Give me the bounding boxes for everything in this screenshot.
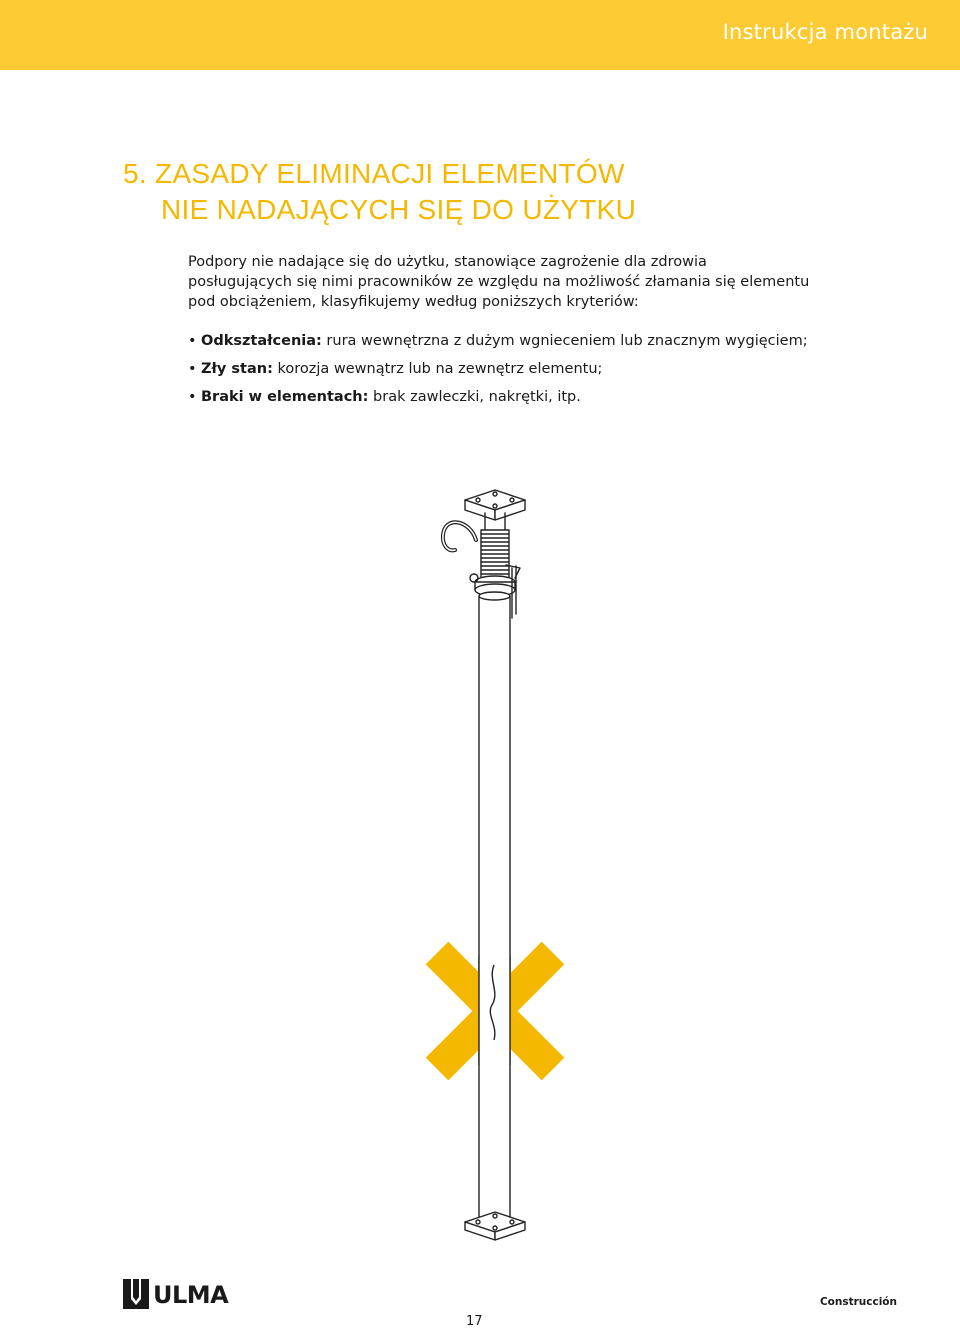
criteria-item <box>188 387 908 415</box>
criteria-term: Zły stan: <box>201 361 273 377</box>
criteria-item <box>188 331 908 359</box>
logo-text: ULMA <box>153 1281 229 1309</box>
intro-line: Podpory nie nadające się do użytku, stanowiące zagrożenie dla zdrowia <box>188 254 707 270</box>
brand-subtitle: Construcción <box>819 1296 897 1308</box>
intro-line: pod obciążeniem, klasyfikujemy według poniższych kryteriów: <box>188 294 639 310</box>
bullet-icon: • <box>188 389 197 405</box>
bullet-icon: • <box>188 333 197 349</box>
criteria-text: korozja wewnątrz lub na zewnętrz elementu; <box>272 361 603 377</box>
section-title-line-1: 5. ZASADY ELIMINACJI ELEMENTÓW <box>123 158 625 189</box>
bullet-icon: • <box>188 361 197 377</box>
criteria-item <box>188 359 908 387</box>
page-number: 17 <box>466 1314 483 1329</box>
criteria-text: rura wewnętrzna z dużym wgnieceniem lub znacznym wygięciem; <box>321 333 808 349</box>
intro-line: posługujących się nimi pracowników ze względu na możliwość złamania się elementu <box>188 274 810 290</box>
ulma-logo-icon <box>123 1279 149 1309</box>
section-title <box>123 156 636 228</box>
criteria-list <box>188 331 908 415</box>
header-band <box>0 0 960 70</box>
criteria-text: brak zawleczki, nakrętki, itp. <box>368 389 581 405</box>
criteria-term: Braki w elementach: <box>201 389 369 405</box>
prop-with-cross-mark-icon <box>400 480 600 1260</box>
section-title-line-2: NIE NADAJĄCYCH SIĘ DO UŻYTKU <box>161 194 637 225</box>
intro-paragraph <box>188 252 888 312</box>
criteria-term: Odkształcenia: <box>201 333 322 349</box>
header-title: Instrukcja montażu <box>722 20 928 44</box>
